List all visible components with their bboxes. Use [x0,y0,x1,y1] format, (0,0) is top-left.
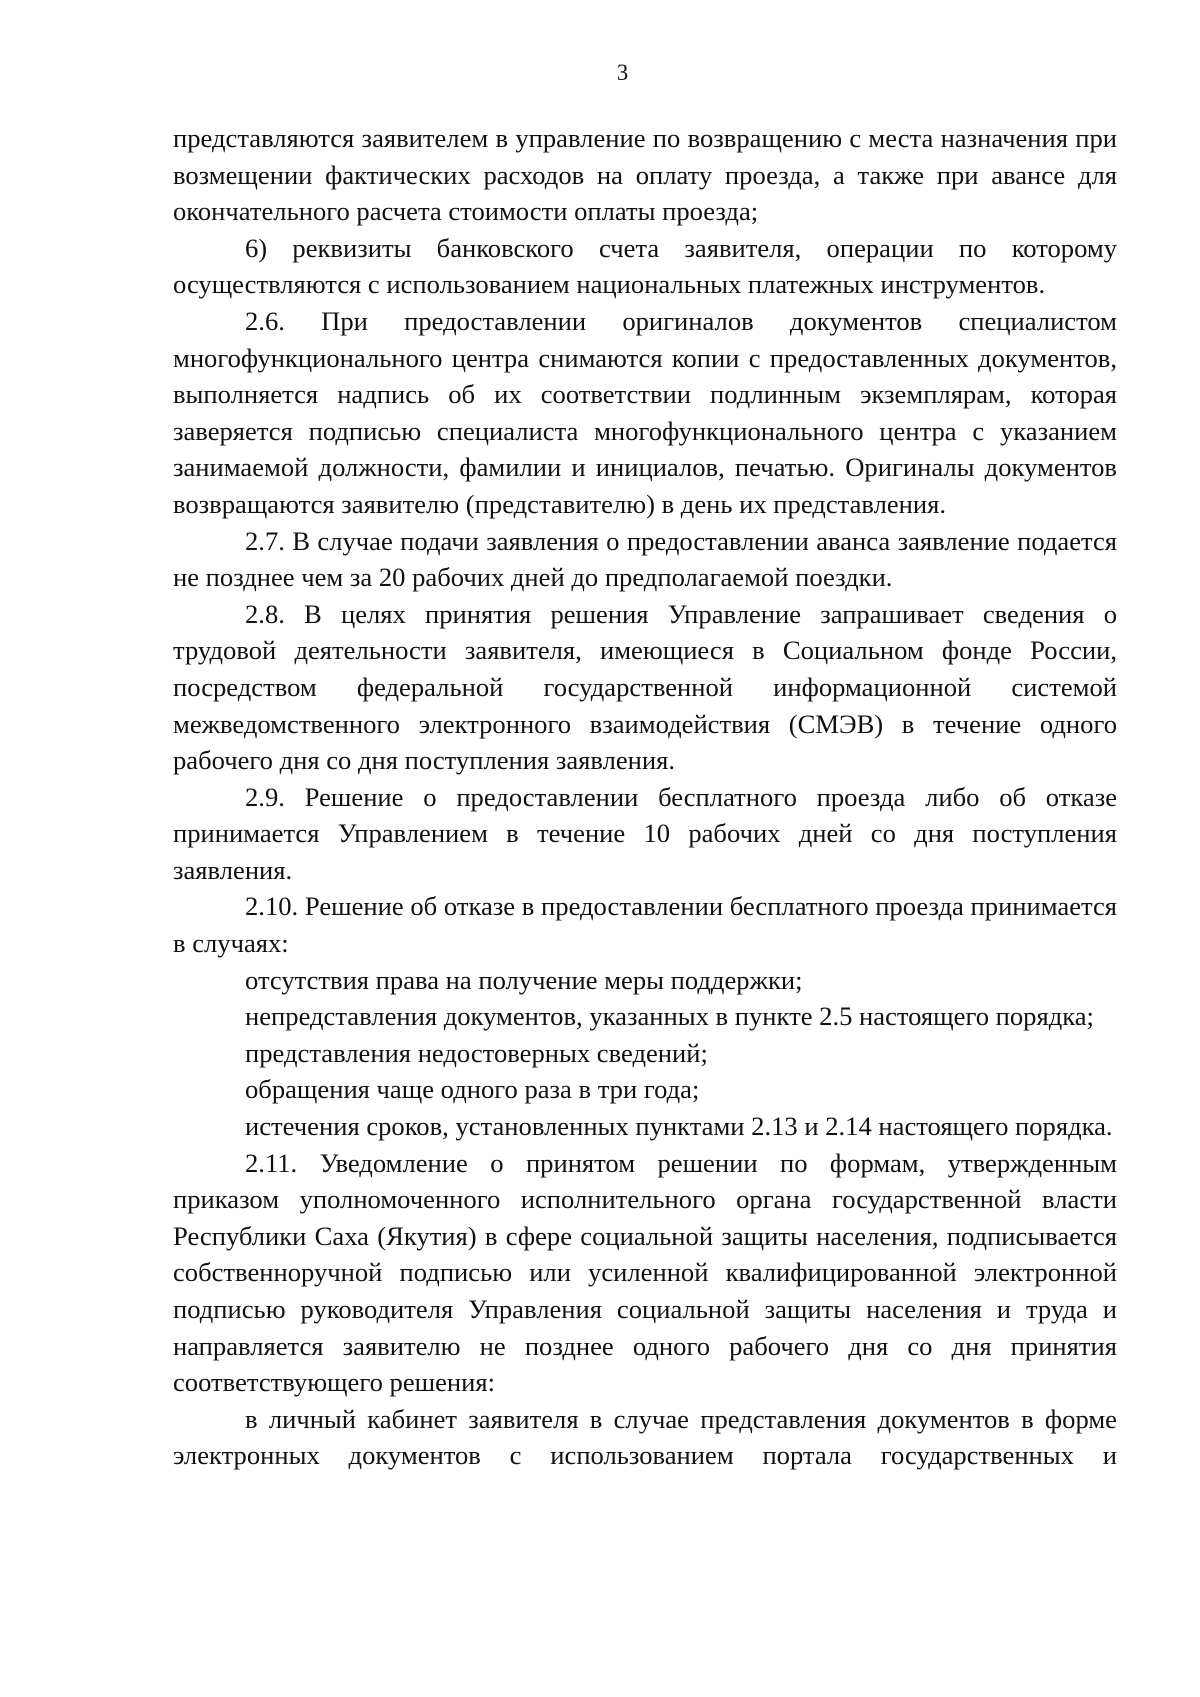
list-item: отсутствия права на получение меры поддержки; [245,964,803,995]
paragraph: 2.9. Решение о предоставлении бесплатного проезда либо об отказе принимается Управлением в течение 10 рабочих дней со дня поступления заявления. [173,781,1117,885]
list-item: непредставления документов, указанных в пункте 2.5 настоящего порядка; [245,1001,1094,1032]
list-item: обращения чаще одного раза в три года; [245,1074,700,1105]
list-item: представления недостоверных сведений; [245,1037,708,1068]
page-number: 3 [616,60,629,85]
paragraph: 2.11. Уведомление о принятом решении по формам, утвержденным приказом уполномоченного исполнительного органа государственной власти Республики Саха (Якутия) в сфере социальной защиты населения, подписывается собственноручной подписью или усиленной квалифицированной электронной подписью руководителя Управления социальной защиты населения и труда и направляется заявителю не позднее одного рабочего дня со дня принятия соответствующего решения: [173,1147,1117,1398]
paragraph: представляются заявителем в управление по возвращению с места назначения при возмещении фактических расходов на оплату проезда, а также при авансе для окончательного расчета стоимости оплаты проезда; [173,123,1117,227]
document-body [173,120,1117,1474]
paragraph: 2.7. В случае подачи заявления о предоставлении аванса заявление подается не позднее чем за 20 рабочих дней до предполагаемой поездки. [173,525,1117,593]
paragraph: 2.6. При предоставлении оригиналов документов специалистом многофункционального центра снимаются копии с предоставленных документов, выполняется надпись об их соответствии подлинным экземплярам, которая заверяется подписью специалиста многофункционального центра с указанием занимаемой должности, фамилии и инициалов, печатью. Оригиналы документов возвращаются заявителю (представителю) в день их представления. [173,305,1117,519]
paragraph: 6) реквизиты банковского счета заявителя, операции по которому осуществляются с использованием национальных платежных инструментов. [173,232,1117,300]
paragraph: 2.10. Решение об отказе в предоставлении бесплатного проезда принимается в случаях: [173,891,1117,959]
paragraph: 2.8. В целях принятия решения Управление запрашивает сведения о трудовой деятельности заявителя, имеющиеся в Социальном фонде России, посредством федеральной государственной информационной системой межведомственного электронного взаимодействия (СМЭВ) в течение одного рабочего дня со дня поступления заявления. [173,598,1117,776]
list-item: истечения сроков, установленных пунктами 2.13 и 2.14 настоящего порядка. [245,1111,1113,1142]
paragraph: в личный кабинет заявителя в случае представления документов в форме электронных документов с использованием портала государственных и [173,1403,1117,1471]
